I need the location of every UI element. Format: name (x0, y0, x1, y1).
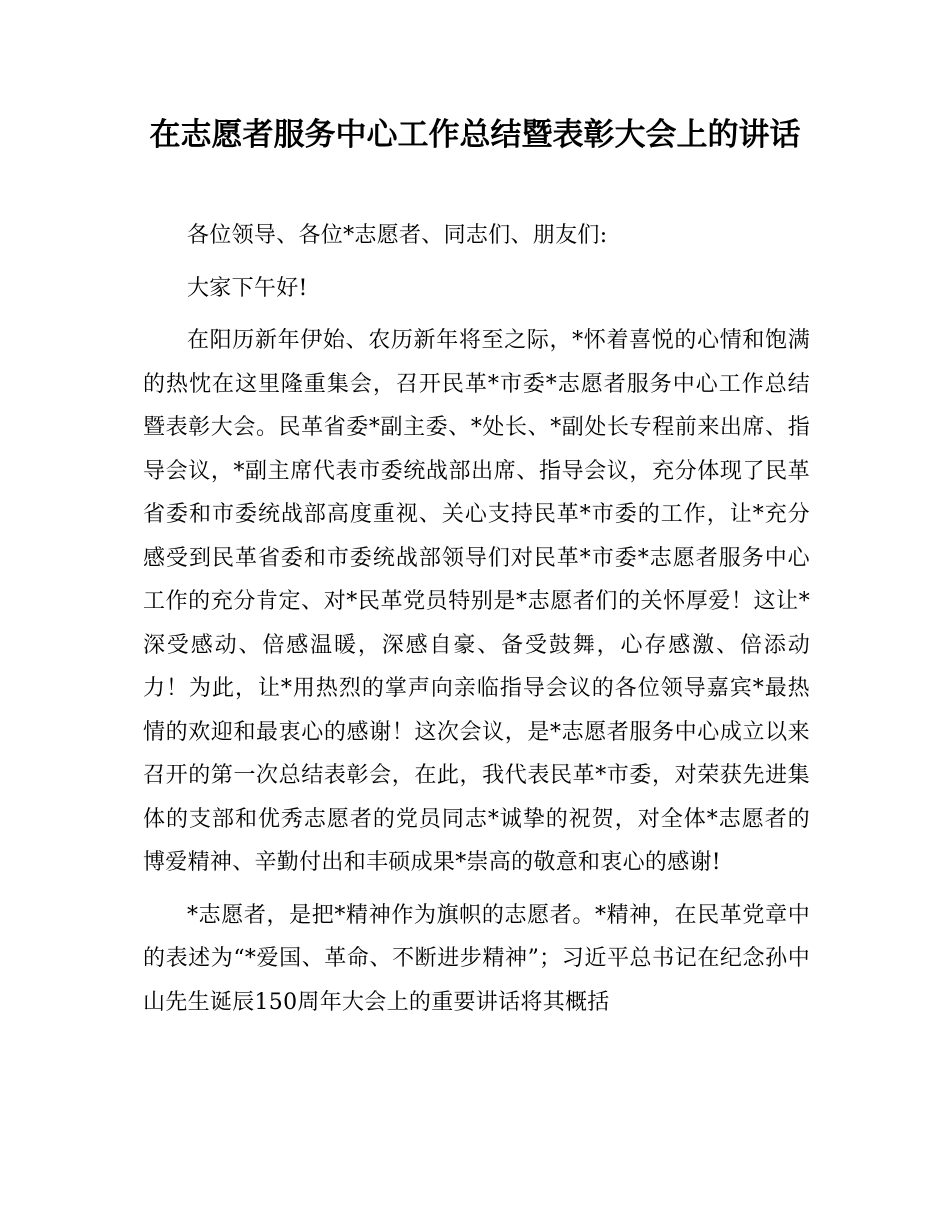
document-body (143, 214, 810, 1033)
body-paragraph: 在阳历新年伊始、农历新年将至之际，*怀着喜悦的心情和饱满的热忱在这里隆重集会，召开民革*市委*志愿者服务中心工作总结暨表彰大会。民革省委*副主委、*处长、*副处长专程前来出席、指导会议，*副主席代表市委统战部出席、指导会议，充分体现了民革省委和市委统战部高度重视、关心支持民革*市委的工作，让*充分感受到民革省委和市委统战部领导们对民革*市委*志愿者服务中心工作的充分肯定、对*民革党员特别是*志愿者们的关怀厚爱！这让*深受感动、倍感温暖，深感自豪、备受鼓舞，心存感激、倍添动力！为此，让*用热烈的掌声向亲临指导会议的各位领导嘉宾*最热情的欢迎和最衷心的感谢！这次会议，是*志愿者服务中心成立以来召开的第一次总结表彰会，在此，我代表民革*市委，对荣获先进集体的支部和优秀志愿者的党员同志*诚挚的祝贺，对全体*志愿者的博爱精神、辛勤付出和丰硕成果*崇高的敬意和衷心的感谢! (143, 328, 810, 875)
document-title: 在志愿者服务中心工作总结暨表彰大会上的讲话 (149, 117, 801, 153)
body-paragraph: *志愿者，是把*精神作为旗帜的志愿者。*精神，在民革党章中的表述为“*爱国、革命、不断进步精神”；习近平总书记在纪念孙中山先生诞辰150周年大会上的重要讲话将其概括 (143, 902, 810, 1015)
greeting-paragraph: 大家下午好! (187, 275, 308, 301)
salutation-paragraph: 各位领导、各位*志愿者、同志们、朋友们: (187, 223, 608, 248)
